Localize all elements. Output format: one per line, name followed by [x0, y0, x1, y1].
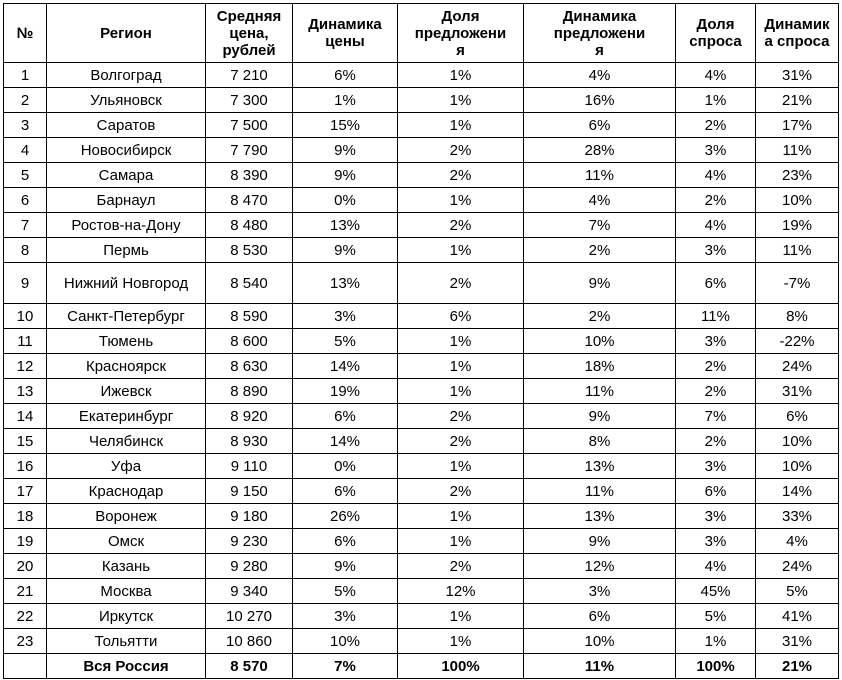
total-cell-number — [4, 654, 47, 679]
cell-demand-dynamics: 14% — [756, 479, 839, 504]
table-row — [4, 604, 839, 629]
cell-avg-price: 8 470 — [206, 188, 293, 213]
cell-supply-share: 1% — [398, 113, 524, 138]
cell-price-dynamics: 9% — [293, 554, 398, 579]
cell-region: Новосибирск — [47, 138, 206, 163]
cell-demand-dynamics: 24% — [756, 554, 839, 579]
table-row — [4, 454, 839, 479]
cell-number: 12 — [4, 354, 47, 379]
cell-demand-share: 2% — [676, 188, 756, 213]
cell-demand-share: 6% — [676, 263, 756, 304]
cell-price-dynamics: 10% — [293, 629, 398, 654]
cell-region: Екатеринбург — [47, 404, 206, 429]
cell-avg-price: 9 280 — [206, 554, 293, 579]
cell-demand-dynamics: 10% — [756, 429, 839, 454]
total-cell-avg-price: 8 570 — [206, 654, 293, 679]
cell-demand-share: 4% — [676, 213, 756, 238]
cell-demand-share: 3% — [676, 504, 756, 529]
cell-region: Омск — [47, 529, 206, 554]
cell-number: 17 — [4, 479, 47, 504]
cell-demand-share: 2% — [676, 113, 756, 138]
cell-number: 1 — [4, 63, 47, 88]
cell-supply-dynamics: 9% — [524, 404, 676, 429]
cell-avg-price: 8 600 — [206, 329, 293, 354]
cell-region: Казань — [47, 554, 206, 579]
total-cell-demand-dynamics: 21% — [756, 654, 839, 679]
cell-region: Красноярск — [47, 354, 206, 379]
table-row — [4, 238, 839, 263]
cell-number: 7 — [4, 213, 47, 238]
cell-number: 6 — [4, 188, 47, 213]
cell-avg-price: 8 630 — [206, 354, 293, 379]
table-row — [4, 329, 839, 354]
cell-price-dynamics: 0% — [293, 454, 398, 479]
header-avg-price: Средняя цена, рублей — [206, 4, 293, 63]
cell-region: Иркутск — [47, 604, 206, 629]
cell-region: Ижевск — [47, 379, 206, 404]
cell-supply-dynamics: 2% — [524, 238, 676, 263]
cell-region: Волгоград — [47, 63, 206, 88]
cell-supply-share: 2% — [398, 213, 524, 238]
cell-number: 3 — [4, 113, 47, 138]
cell-supply-share: 1% — [398, 329, 524, 354]
cell-avg-price: 8 590 — [206, 304, 293, 329]
cell-demand-share: 1% — [676, 88, 756, 113]
cell-price-dynamics: 9% — [293, 138, 398, 163]
cell-avg-price: 8 920 — [206, 404, 293, 429]
cell-demand-dynamics: 23% — [756, 163, 839, 188]
cell-region: Барнаул — [47, 188, 206, 213]
cell-price-dynamics: 19% — [293, 379, 398, 404]
cell-demand-dynamics: 31% — [756, 63, 839, 88]
cell-supply-share: 1% — [398, 88, 524, 113]
cell-number: 10 — [4, 304, 47, 329]
cell-avg-price: 8 390 — [206, 163, 293, 188]
cell-supply-share: 1% — [398, 529, 524, 554]
cell-price-dynamics: 6% — [293, 404, 398, 429]
header-region: Регион — [47, 4, 206, 63]
cell-supply-dynamics: 12% — [524, 554, 676, 579]
cell-avg-price: 7 790 — [206, 138, 293, 163]
table-row — [4, 379, 839, 404]
cell-avg-price: 7 500 — [206, 113, 293, 138]
table-row — [4, 188, 839, 213]
table-row — [4, 504, 839, 529]
cell-demand-dynamics: 10% — [756, 454, 839, 479]
cell-region: Самара — [47, 163, 206, 188]
cell-demand-dynamics: 5% — [756, 579, 839, 604]
cell-supply-dynamics: 4% — [524, 188, 676, 213]
cell-supply-share: 2% — [398, 163, 524, 188]
cell-supply-dynamics: 2% — [524, 304, 676, 329]
cell-supply-dynamics: 7% — [524, 213, 676, 238]
cell-demand-dynamics: 11% — [756, 138, 839, 163]
cell-number: 5 — [4, 163, 47, 188]
cell-demand-dynamics: 31% — [756, 629, 839, 654]
cell-demand-share: 2% — [676, 354, 756, 379]
cell-avg-price: 9 180 — [206, 504, 293, 529]
cell-demand-dynamics: 33% — [756, 504, 839, 529]
cell-avg-price: 10 270 — [206, 604, 293, 629]
cell-supply-share: 1% — [398, 379, 524, 404]
cell-supply-share: 2% — [398, 263, 524, 304]
cell-demand-dynamics: -22% — [756, 329, 839, 354]
cell-avg-price: 10 860 — [206, 629, 293, 654]
cell-demand-dynamics: 21% — [756, 88, 839, 113]
cell-avg-price: 8 540 — [206, 263, 293, 304]
cell-avg-price: 9 150 — [206, 479, 293, 504]
cell-supply-share: 12% — [398, 579, 524, 604]
cell-demand-dynamics: 6% — [756, 404, 839, 429]
table-row — [4, 304, 839, 329]
header-supply-dynamics: Динамика предложени я — [524, 4, 676, 63]
total-cell-region: Вся Россия — [47, 654, 206, 679]
cell-supply-dynamics: 16% — [524, 88, 676, 113]
cell-demand-dynamics: 10% — [756, 188, 839, 213]
cell-price-dynamics: 3% — [293, 304, 398, 329]
header-demand-dynamics: Динамик а спроса — [756, 4, 839, 63]
table-row — [4, 554, 839, 579]
cell-demand-share: 2% — [676, 379, 756, 404]
cell-demand-share: 6% — [676, 479, 756, 504]
cell-price-dynamics: 9% — [293, 163, 398, 188]
cell-region: Пермь — [47, 238, 206, 263]
header-supply-share: Доля предложени я — [398, 4, 524, 63]
cell-demand-dynamics: 11% — [756, 238, 839, 263]
header-row — [4, 4, 839, 63]
total-cell-price-dynamics: 7% — [293, 654, 398, 679]
cell-supply-dynamics: 11% — [524, 163, 676, 188]
cell-supply-share: 1% — [398, 504, 524, 529]
cell-number: 16 — [4, 454, 47, 479]
table-row — [4, 63, 839, 88]
cell-supply-share: 1% — [398, 629, 524, 654]
table-row — [4, 263, 839, 304]
cell-supply-share: 1% — [398, 238, 524, 263]
cell-price-dynamics: 1% — [293, 88, 398, 113]
cell-region: Челябинск — [47, 429, 206, 454]
cell-supply-share: 2% — [398, 554, 524, 579]
cell-price-dynamics: 5% — [293, 579, 398, 604]
table-row — [4, 163, 839, 188]
cell-region: Санкт-Петербург — [47, 304, 206, 329]
cell-number: 22 — [4, 604, 47, 629]
cell-price-dynamics: 15% — [293, 113, 398, 138]
cell-demand-share: 3% — [676, 329, 756, 354]
total-cell-supply-share: 100% — [398, 654, 524, 679]
table-row — [4, 88, 839, 113]
cell-avg-price: 8 890 — [206, 379, 293, 404]
cell-number: 2 — [4, 88, 47, 113]
cell-supply-share: 1% — [398, 188, 524, 213]
cell-demand-dynamics: 24% — [756, 354, 839, 379]
cell-demand-share: 4% — [676, 63, 756, 88]
cell-demand-share: 7% — [676, 404, 756, 429]
cell-demand-dynamics: -7% — [756, 263, 839, 304]
cell-demand-dynamics: 8% — [756, 304, 839, 329]
cell-avg-price: 7 210 — [206, 63, 293, 88]
cell-price-dynamics: 13% — [293, 213, 398, 238]
table-row — [4, 529, 839, 554]
cell-region: Тольятти — [47, 629, 206, 654]
cell-price-dynamics: 6% — [293, 529, 398, 554]
cell-demand-dynamics: 31% — [756, 379, 839, 404]
cell-demand-share: 3% — [676, 238, 756, 263]
cell-supply-dynamics: 28% — [524, 138, 676, 163]
cell-number: 23 — [4, 629, 47, 654]
cell-region: Тюмень — [47, 329, 206, 354]
cell-avg-price: 9 110 — [206, 454, 293, 479]
cell-number: 15 — [4, 429, 47, 454]
cell-avg-price: 9 340 — [206, 579, 293, 604]
cell-supply-share: 1% — [398, 63, 524, 88]
cell-demand-share: 3% — [676, 138, 756, 163]
cell-supply-dynamics: 11% — [524, 479, 676, 504]
cell-price-dynamics: 9% — [293, 238, 398, 263]
cell-demand-share: 11% — [676, 304, 756, 329]
cell-demand-share: 2% — [676, 429, 756, 454]
cell-supply-share: 1% — [398, 604, 524, 629]
cell-supply-dynamics: 6% — [524, 113, 676, 138]
total-row — [4, 654, 839, 679]
cell-supply-dynamics: 13% — [524, 454, 676, 479]
cell-number: 18 — [4, 504, 47, 529]
table-row — [4, 354, 839, 379]
total-cell-demand-share: 100% — [676, 654, 756, 679]
table-row — [4, 138, 839, 163]
cell-demand-share: 4% — [676, 554, 756, 579]
cell-avg-price: 8 530 — [206, 238, 293, 263]
cell-supply-share: 6% — [398, 304, 524, 329]
cell-supply-dynamics: 11% — [524, 379, 676, 404]
cell-demand-share: 5% — [676, 604, 756, 629]
cell-supply-dynamics: 4% — [524, 63, 676, 88]
cell-region: Воронеж — [47, 504, 206, 529]
cell-supply-share: 2% — [398, 479, 524, 504]
cell-avg-price: 9 230 — [206, 529, 293, 554]
header-price-dynamics: Динамика цены — [293, 4, 398, 63]
cell-region: Краснодар — [47, 479, 206, 504]
cell-supply-share: 1% — [398, 354, 524, 379]
cell-number: 13 — [4, 379, 47, 404]
cell-price-dynamics: 13% — [293, 263, 398, 304]
table-row — [4, 579, 839, 604]
table-row — [4, 429, 839, 454]
cell-demand-share: 3% — [676, 529, 756, 554]
cell-supply-share: 1% — [398, 454, 524, 479]
table-row — [4, 629, 839, 654]
cell-avg-price: 8 480 — [206, 213, 293, 238]
total-cell-supply-dynamics: 11% — [524, 654, 676, 679]
cell-number: 4 — [4, 138, 47, 163]
cell-demand-share: 4% — [676, 163, 756, 188]
cell-supply-dynamics: 10% — [524, 329, 676, 354]
cell-region: Ростов-на-Дону — [47, 213, 206, 238]
cell-price-dynamics: 6% — [293, 63, 398, 88]
cell-number: 19 — [4, 529, 47, 554]
cell-demand-dynamics: 17% — [756, 113, 839, 138]
cell-supply-dynamics: 9% — [524, 263, 676, 304]
cell-supply-share: 2% — [398, 429, 524, 454]
cell-region: Нижний Новгород — [47, 263, 206, 304]
cell-region: Ульяновск — [47, 88, 206, 113]
cell-demand-dynamics: 4% — [756, 529, 839, 554]
cell-supply-dynamics: 8% — [524, 429, 676, 454]
cell-number: 8 — [4, 238, 47, 263]
cell-price-dynamics: 14% — [293, 429, 398, 454]
cell-avg-price: 7 300 — [206, 88, 293, 113]
cell-region: Уфа — [47, 454, 206, 479]
cell-price-dynamics: 3% — [293, 604, 398, 629]
cell-number: 14 — [4, 404, 47, 429]
cell-demand-dynamics: 41% — [756, 604, 839, 629]
cell-price-dynamics: 14% — [293, 354, 398, 379]
cell-supply-dynamics: 18% — [524, 354, 676, 379]
cell-number: 20 — [4, 554, 47, 579]
cell-region: Москва — [47, 579, 206, 604]
cell-price-dynamics: 6% — [293, 479, 398, 504]
cell-supply-dynamics: 6% — [524, 604, 676, 629]
table-row — [4, 213, 839, 238]
cell-supply-dynamics: 10% — [524, 629, 676, 654]
cell-demand-share: 3% — [676, 454, 756, 479]
cell-supply-share: 2% — [398, 404, 524, 429]
regional-price-table — [3, 3, 839, 679]
cell-supply-dynamics: 9% — [524, 529, 676, 554]
cell-demand-share: 1% — [676, 629, 756, 654]
cell-number: 11 — [4, 329, 47, 354]
cell-region: Саратов — [47, 113, 206, 138]
table-row — [4, 404, 839, 429]
cell-supply-dynamics: 3% — [524, 579, 676, 604]
header-number: № — [4, 4, 47, 63]
cell-avg-price: 8 930 — [206, 429, 293, 454]
cell-price-dynamics: 0% — [293, 188, 398, 213]
cell-number: 21 — [4, 579, 47, 604]
cell-supply-dynamics: 13% — [524, 504, 676, 529]
cell-supply-share: 2% — [398, 138, 524, 163]
cell-price-dynamics: 5% — [293, 329, 398, 354]
cell-price-dynamics: 26% — [293, 504, 398, 529]
table-row — [4, 479, 839, 504]
table-row — [4, 113, 839, 138]
cell-demand-dynamics: 19% — [756, 213, 839, 238]
header-demand-share: Доля спроса — [676, 4, 756, 63]
cell-demand-share: 45% — [676, 579, 756, 604]
cell-number: 9 — [4, 263, 47, 304]
